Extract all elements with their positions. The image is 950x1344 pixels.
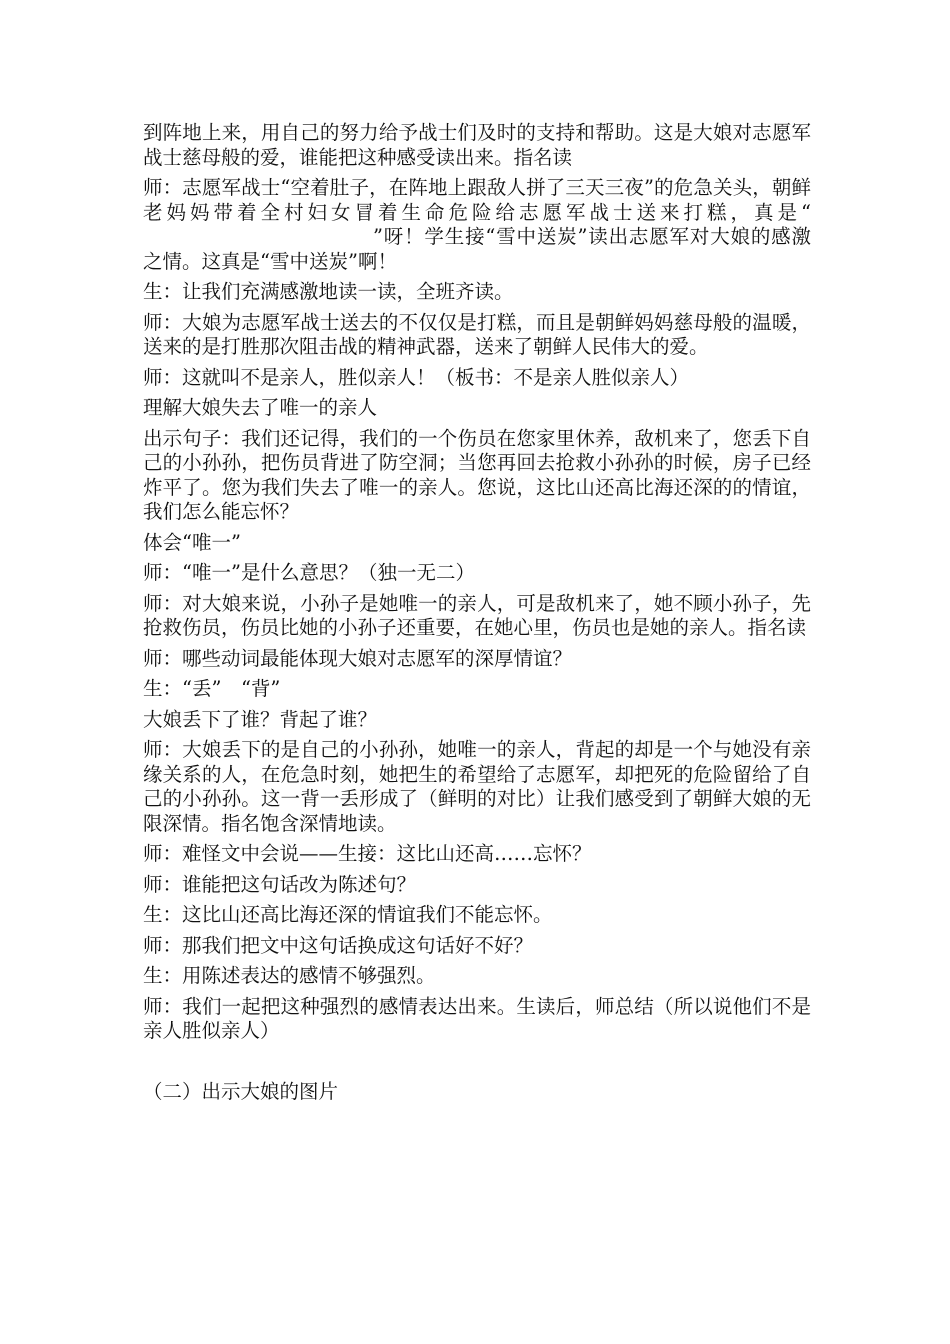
paragraph-18: 师：那我们把文中这句话换成这句话好不好？ bbox=[143, 933, 534, 957]
paragraph-20: 师：我们一起把这种强烈的感情表达出来。生读后，师总结（所以说他们不是亲人胜似亲人） bbox=[143, 994, 811, 1042]
paragraph-2 bbox=[143, 176, 811, 274]
paragraph-10: 师：对大娘来说，小孙子是她唯一的亲人，可是敌机来了，她不顾小孙子，先抢救伤员，伤员比她的小孙子还重要，在她心里，伤员也是她的亲人。指名读 bbox=[143, 591, 811, 639]
document-page bbox=[143, 121, 811, 1110]
paragraph-7: 出示句子：我们还记得，我们的一个伤员在您家里休养，敌机来了，您丢下自己的小孙孙，把伤员背进了防空洞；当您再回去抢救小孙孙的时候，房子已经炸平了。您为我们失去了唯一的亲人。您说，这比山还高比海还深的的情谊，我们怎么能忘怀？ bbox=[143, 426, 811, 523]
paragraph-5: 师：这就叫不是亲人，胜似亲人！（板书：不是亲人胜似亲人） bbox=[143, 365, 690, 389]
paragraph-11: 师：哪些动词最能体现大娘对志愿军的深厚情谊？ bbox=[143, 646, 573, 670]
paragraph-6: 理解大娘失去了唯一的亲人 bbox=[143, 396, 378, 419]
section-heading: （二）出示大娘的图片 bbox=[143, 1079, 339, 1103]
paragraph-4: 师：大娘为志愿军战士送去的不仅仅是打糕，而且是朝鲜妈妈慈母般的温暖，送来的是打胜那次阻击战的精神武器，送来了朝鲜人民伟大的爱。 bbox=[143, 310, 811, 358]
paragraph-1: 到阵地上来，用自己的努力给予战士们及时的支持和帮助。这是大娘对志愿军战士慈母般的爱，谁能把这种感受读出来。指名读 bbox=[143, 121, 811, 169]
paragraph-16: 师：谁能把这句话改为陈述句？ bbox=[143, 872, 417, 896]
blank-line bbox=[143, 1050, 811, 1074]
paragraph-15: 师：难怪文中会说——生接：这比山还高……忘怀？ bbox=[143, 842, 592, 865]
paragraph-2-part-a: 师：志愿军战士“空着肚子，在阵地上跟敌人拼了三天三夜”的危急关头，朝鲜老妈妈带着全村妇女冒着生命危险给志愿军战士送来打糕，真是“ bbox=[143, 176, 811, 224]
paragraph-19: 生：用陈述表达的感情不够强烈。 bbox=[143, 964, 436, 987]
paragraph-13: 大娘丢下了谁？背起了谁？ bbox=[143, 707, 378, 731]
paragraph-8: 体会“唯一” bbox=[143, 530, 241, 554]
paragraph-2-part-b: ”呀！学生接“雪中送炭”读出志愿军对大娘的感激之情。这真是“雪中送炭”啊！ bbox=[143, 225, 811, 273]
paragraph-3: 生：让我们充满感激地读一读，全班齐读。 bbox=[143, 280, 514, 303]
paragraph-17: 生：这比山还高比海还深的情谊我们不能忘怀。 bbox=[143, 903, 553, 926]
paragraph-14: 师：大娘丢下的是自己的小孙孙，她唯一的亲人，背起的却是一个与她没有亲缘关系的人，在危急时刻，她把生的希望给了志愿军，却把死的危险留给了自己的小孙孙。这一背一丢形成了（鲜明的对比）让我们感受到了朝鲜大娘的无限深情。指名饱含深情地读。 bbox=[143, 738, 811, 835]
paragraph-9: 师：“唯一”是什么意思？（独一无二） bbox=[143, 561, 475, 584]
paragraph-12: 生：“丢” “背” bbox=[143, 677, 281, 700]
